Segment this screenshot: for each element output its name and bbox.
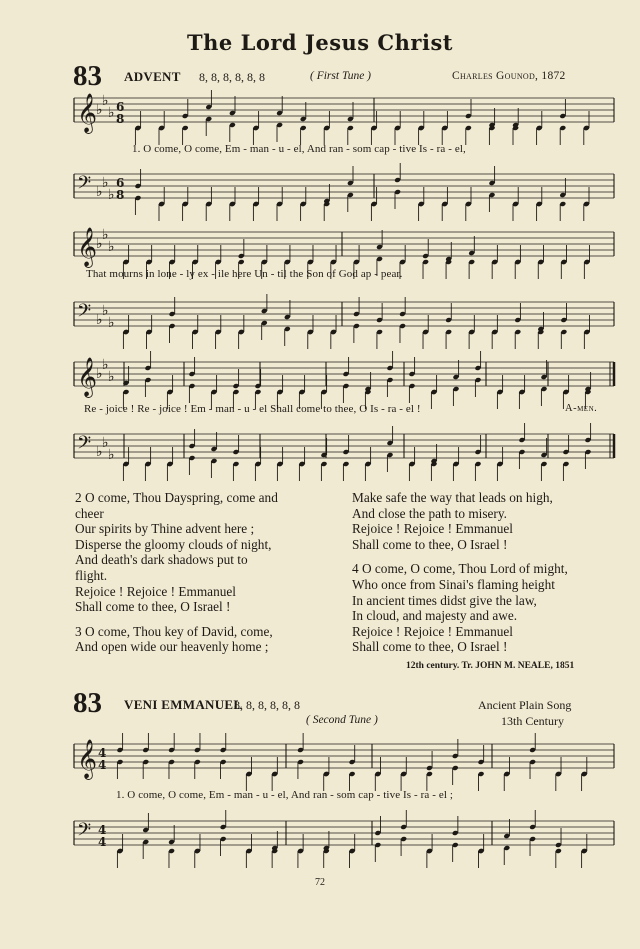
flat-icon: ♭ [108, 447, 115, 463]
time-signature-top: 4 [98, 823, 107, 837]
time-signature-bottom: 4 [98, 758, 107, 772]
lyric-line-1: 1. O come, O come, Em - man - u - el, And ran - som cap - tive Is - ra - el, [132, 143, 466, 155]
flat-icon: ♭ [102, 357, 109, 373]
staff-lines [74, 744, 614, 768]
verse-line: Shall come to thee, O Israel ! [352, 536, 508, 552]
bass-staff-system-1 [74, 168, 614, 208]
amen-label: A-men. [565, 403, 598, 414]
flat-icon: ♭ [102, 175, 109, 191]
text-credit: 12th century. Tr. JOHN M. NEALE, 1851 [406, 661, 575, 671]
staff-lines [74, 821, 614, 845]
bass-clef-icon: 𝄢 [77, 173, 92, 198]
verse-line: And close the path to misery. [352, 505, 507, 521]
verse-line: Our spirits by Thine advent here ; [75, 521, 255, 537]
time-signature-bottom: 8 [116, 112, 125, 126]
staff-lines [74, 98, 614, 122]
verse-line: Make safe the way that leads on high, [352, 490, 553, 505]
staff-lines [74, 434, 614, 458]
composer-2-date: 13th Century [501, 714, 564, 728]
verse-line: Shall come to thee, O Israel ! [75, 599, 231, 615]
time-signature-top: 6 [116, 176, 125, 190]
lyric-line-2: That mourns in lone - ly ex - ile here Un - til the Son of God ap - pear. [86, 268, 403, 280]
treble-staff-system-2 [74, 226, 614, 266]
flat-icon: ♭ [96, 236, 103, 252]
time-signature-bottom: 4 [98, 835, 107, 849]
flat-icon: ♭ [108, 315, 115, 331]
verse-line: 3 O come, Thou key of David, come, [75, 623, 273, 639]
verse-line: 4 O come, O come, Thou Lord of might, [352, 561, 568, 577]
flat-icon: ♭ [102, 93, 109, 109]
treble-clef-icon: 𝄞 [77, 357, 98, 397]
staff-lines [74, 174, 614, 198]
hymn-number: 83 [73, 60, 102, 92]
bass-clef-icon: 𝄢 [77, 301, 92, 326]
treble-clef-icon: 𝄞 [77, 93, 98, 133]
composer-2: Ancient Plain Song [478, 698, 572, 712]
verse-line: Who once from Sinai's flaming height [352, 576, 555, 592]
flat-icon: ♭ [96, 444, 103, 460]
treble-clef-icon: 𝄞 [77, 739, 98, 779]
time-signature-top: 4 [98, 746, 107, 760]
lyric-line-4: 1. O come, O come, Em - man - u - el, And ran - som cap - tive Is - ra - el ; [116, 789, 453, 801]
page-number: 72 [315, 877, 325, 888]
verse-line: 2 O come, Thou Dayspring, come and [75, 490, 278, 505]
tune-label: ( First Tune ) [310, 70, 372, 82]
flat-icon: ♭ [108, 369, 115, 385]
meter-2: 8, 8, 8, 8, 8, 8 [234, 698, 300, 712]
staff-lines [74, 232, 614, 256]
verse-line: cheer [75, 505, 104, 521]
verse-line [75, 615, 345, 624]
page-header: The Lord Jesus Christ [187, 30, 453, 55]
verse-line: Rejoice ! Rejoice ! Emmanuel [75, 583, 236, 599]
treble-staff-system-4 [74, 738, 614, 778]
verse-line: In cloud, and majesty and awe. [352, 608, 518, 624]
bass-staff-system-4 [74, 815, 614, 855]
treble-staff-system-1 [74, 92, 614, 132]
verse-line: Rejoice ! Rejoice ! Emmanuel [352, 623, 513, 639]
composer: Charles Gounod, 1872 [452, 70, 566, 82]
flat-icon: ♭ [102, 435, 109, 451]
flat-icon: ♭ [108, 239, 115, 255]
meter: 8, 8, 8, 8, 8, 8 [199, 70, 265, 84]
tune-name: ADVENT [124, 69, 181, 84]
treble-clef-icon: 𝄞 [77, 227, 98, 267]
time-signature-top: 6 [116, 100, 125, 114]
verse-line: flight. [75, 567, 108, 583]
treble-staff-system-3 [74, 356, 614, 396]
flat-icon: ♭ [96, 366, 103, 382]
flat-icon: ♭ [102, 227, 109, 243]
lyric-line-3: Re - joice ! Re - joice ! Em - man - u - el Shall come to thee, O Is - ra - el ! [84, 403, 421, 415]
verses-left [75, 490, 345, 655]
verses-right [352, 490, 622, 655]
flat-icon: ♭ [108, 105, 115, 121]
verse-line: Shall come to thee, O Israel ! [352, 639, 508, 655]
time-signature-bottom: 8 [116, 188, 125, 202]
flat-icon: ♭ [96, 102, 103, 118]
verse-line: Disperse the gloomy clouds of night, [75, 536, 272, 552]
flat-icon: ♭ [96, 312, 103, 328]
verse-line: Rejoice ! Rejoice ! Emmanuel [352, 521, 513, 537]
tune-name-2: VENI EMMANUEL [124, 697, 243, 712]
staff-lines [74, 302, 614, 326]
verse-line: In ancient times didst give the law, [352, 592, 537, 608]
verse-line [352, 552, 622, 561]
flat-icon: ♭ [108, 187, 115, 203]
bass-clef-icon: 𝄢 [77, 433, 92, 458]
verse-line: And death's dark shadows put to [75, 552, 248, 568]
bass-staff-system-2 [74, 296, 614, 336]
tune-label-2: ( Second Tune ) [306, 714, 378, 726]
bass-staff-system-3 [74, 428, 614, 468]
bass-clef-icon: 𝄢 [77, 820, 92, 845]
hymn-number-2: 83 [73, 687, 102, 719]
flat-icon: ♭ [96, 184, 103, 200]
verse-line: And open wide our heavenly home ; [75, 639, 269, 655]
flat-icon: ♭ [102, 303, 109, 319]
